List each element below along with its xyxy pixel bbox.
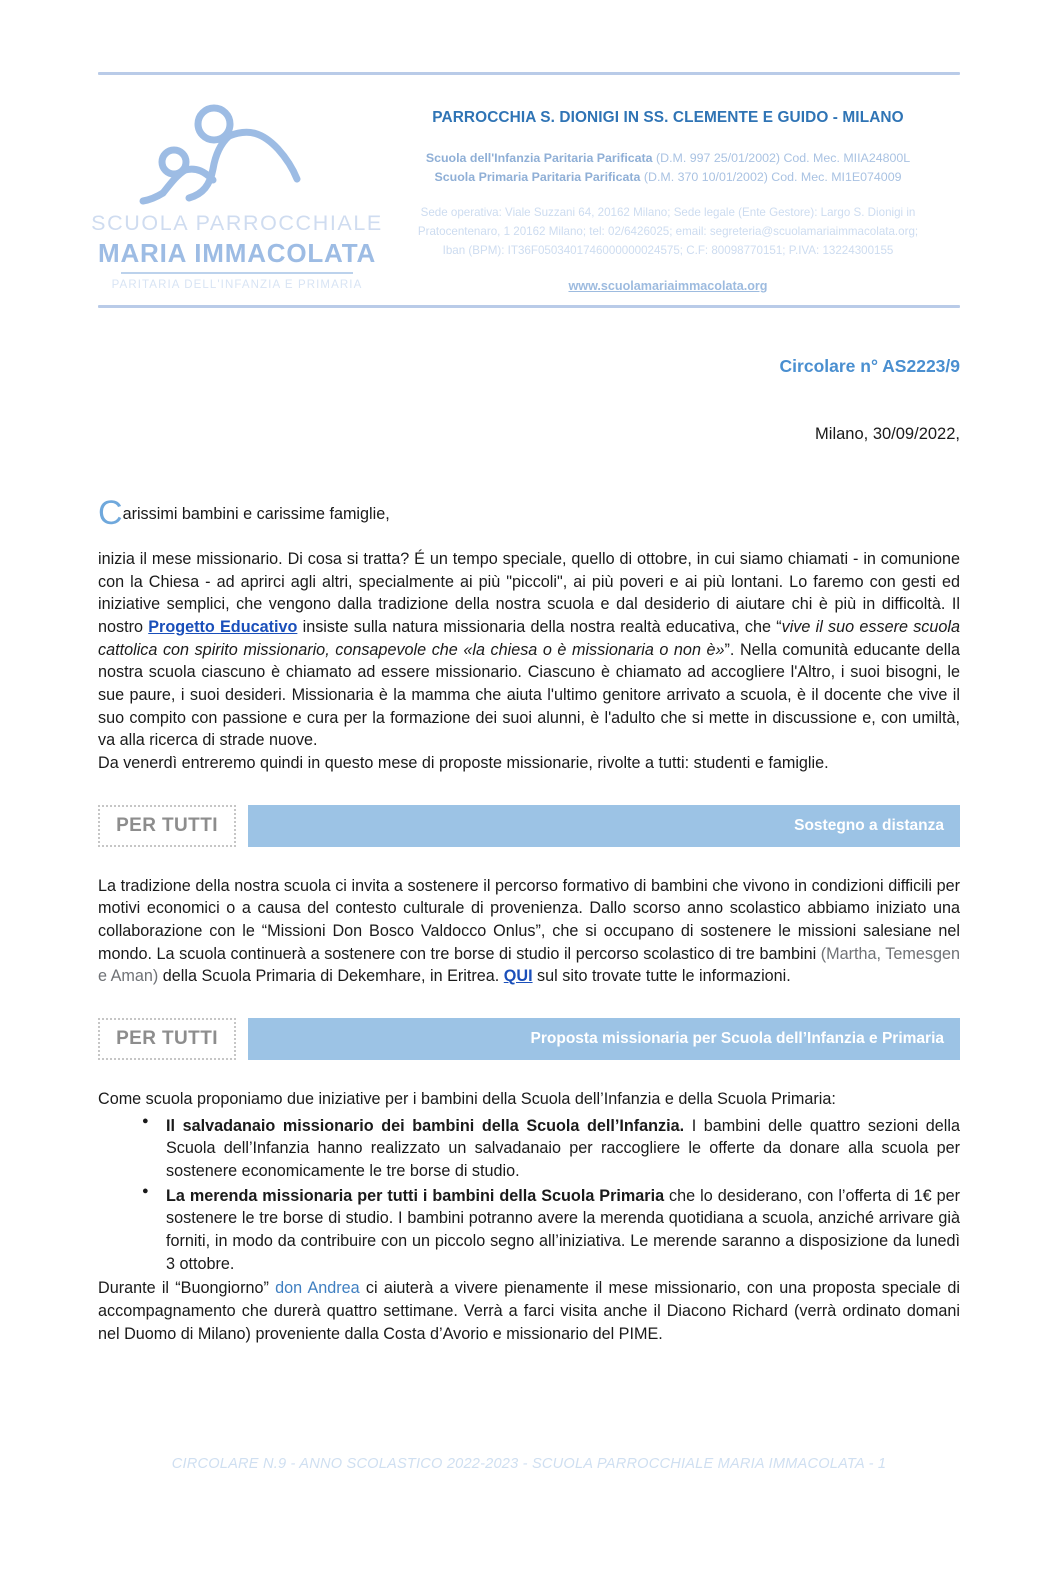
school-primaria-line xyxy=(376,168,960,187)
logo-line-3: PARITARIA DELL'INFANZIA E PRIMARIA xyxy=(111,278,363,291)
closing-part-a: Durante il “Buongiorno” xyxy=(98,1279,276,1298)
section1-paragraph xyxy=(98,875,960,988)
intro-part-b: insiste sulla natura missionaria della nostra realtà educativa, che “ xyxy=(297,617,782,636)
section1-part-a: La tradizione della nostra scuola ci invita a sostenere il percorso formativo di bambini che vivono in condizioni difficili per motivi economici o a causa del contesto culturale di provenienza. Dallo scorso anno scolastico abbiamo iniziato una collaborazione con le “Missioni Don Bosco Valdocco Onlus”, che si occupano di sostenere le missioni salesiane nel mondo. La scuola continuerà a sostenere con tre borse di studio il percorso scolastico di tre bambini xyxy=(98,876,960,963)
logo-divider xyxy=(121,272,353,274)
organization-title: PARROCCHIA S. DIONIGI IN SS. CLEMENTE E GUIDO - MILANO xyxy=(432,109,904,126)
banner-bar-1 xyxy=(248,805,960,847)
list-item xyxy=(166,1115,960,1183)
banner-title-2: Proposta missionaria per Scuola dell’Infanzia e Primaria xyxy=(530,1029,944,1047)
banner-title-1: Sostegno a distanza xyxy=(794,816,944,834)
section2-intro: Come scuola proponiamo due iniziative per i bambini della Scuola dell’Infanzia e della Scuola Primaria: xyxy=(98,1089,836,1108)
letter-body xyxy=(98,494,961,1345)
running-figures-icon xyxy=(137,97,337,215)
tag-label-2: PER TUTTI xyxy=(116,1027,218,1049)
qui-link[interactable]: QUI xyxy=(503,967,533,986)
intro-part-c: ”. Nella comunità educante della nostra scuola ciascuno è chiamato ad essere missionario. Ciascuno è chiamato ad accogliere l'Altro, i suoi bisogni, le sue paure, i suoi desideri. Missionaria è la mamma che aiuta l'ultimo genitore arrivato a scuola, è il docente che vive il suo compito con passione e cura per la formazione dei suoi alunni, è l'adulto che si mette in discussione e, con umiltà, va alla ricerca di strade nuove. xyxy=(98,640,961,750)
intro-paragraph-2: Da venerdì entreremo quindi in questo mese di proposte missionarie, rivolte a tutti: studenti e famiglie. xyxy=(98,753,829,772)
intro-part-a: inizia il mese missionario. Di cosa si tratta? É un tempo speciale, quello di ottobre, in cui siamo chiamati - in comunione con la Chiesa - ad aprirci agli altri, specialmente ai più "piccoli", ai più poveri e ai più lontani. Lo faremo con gesti ed iniziative semplici, che vengono dalla tradizione della nostra scuola e dal desiderio di aiutare chi è più in difficoltà. Il nostro xyxy=(98,549,960,636)
website-link[interactable]: www.scuolamariaimmacolata.org xyxy=(568,278,768,293)
logo-line-1: SCUOLA PARROCCHIALE xyxy=(91,211,383,235)
school-infanzia-line xyxy=(376,149,960,168)
salutation-dropcap: C xyxy=(98,494,123,532)
letterhead xyxy=(91,75,960,303)
school-logo xyxy=(91,81,383,291)
bullet-2-title: La merenda missionaria per tutti i bambini della Scuola Primaria xyxy=(166,1186,665,1205)
section1-part-b: della Scuola Primaria di Dekemhare, in Eritrea. xyxy=(158,967,504,986)
school-infanzia-details: (D.M. 997 25/01/2002) Cod. Mec. MIIA24800L xyxy=(652,151,911,165)
don-andrea-name: don Andrea xyxy=(275,1279,360,1298)
section1-part-c: sul sito trovate tutte le informazioni. xyxy=(532,967,791,986)
document-page xyxy=(0,72,1058,1570)
school-primaria-name: Scuola Primaria Paritaria Parificata xyxy=(434,170,641,185)
tag-per-tutti-2 xyxy=(98,1018,236,1060)
tag-label-1: PER TUTTI xyxy=(116,814,218,836)
address-block xyxy=(376,204,960,260)
school-infanzia-name: Scuola dell'Infanzia Paritaria Parificata xyxy=(425,151,653,165)
bullet-2-text: che lo desiderano, con l’offerta di 1€ per sostenere le tre borse di studio. I bambini potranno avere la merenda quotidiana a scuola, anziché arrivare già forniti, in modo da contribuire con un piccolo segno all’iniziativa. Le merende saranno a disposizione da lunedì 3 ottobre. xyxy=(166,1186,961,1273)
address-line-3: Iban (BPM): IT36F0503401746000000024575; C.F: 80098770151; P.IVA: 13224300155 xyxy=(442,244,894,257)
circular-number: Circolare n° AS2223/9 xyxy=(779,356,960,376)
intro-quote: vive il suo essere scuola cattolica con spirito missionario, consapevole che «la chiesa o è missionaria o non è» xyxy=(98,617,960,659)
section2-closing xyxy=(98,1277,960,1345)
address-line-1: Sede operativa: Viale Suzzani 64, 20162 Milano; Sede legale (Ente Gestore): Largo S. Dionigi in xyxy=(420,206,916,220)
bullet-1-title: Il salvadanaio missionario dei bambini della Scuola dell’Infanzia. xyxy=(166,1116,685,1135)
bullet-1-text: I bambini delle quattro sezioni della Scuola dell’Infanzia hanno realizzato un salvadanaio per raccogliere le offerte da donare alla scuola per sostenere economicamente le tre borse di studio. xyxy=(166,1116,960,1180)
intro-paragraph xyxy=(98,548,960,752)
salutation xyxy=(98,494,960,532)
address-line-2: Pratocentenaro, 1 20162 Milano; tel: 02/6426025; email: segreteria@scuolamariaimmacolata.org; xyxy=(417,225,919,239)
list-item xyxy=(166,1185,960,1276)
progetto-educativo-link[interactable]: Progetto Educativo xyxy=(148,617,298,636)
tag-per-tutti-1 xyxy=(98,805,236,847)
date-line: Milano, 30/09/2022, xyxy=(815,425,960,443)
school-primaria-details: (D.M. 370 10/01/2002) Cod. Mec. MI1E074009 xyxy=(640,170,902,185)
section-banner-2 xyxy=(98,1018,960,1060)
closing-part-b: ci aiuterà a vivere pienamente il mese missionario, con una proposta speciale di accompagnamento che durerà quattro settimane. Verrà a farci visita anche il Diacono Richard (verrà ordinato domani nel Duomo di Milano) proveniente dalla Costa d’Avorio e missionario del PIME. xyxy=(98,1279,960,1343)
sponsored-children-names: (Martha, Temesgen e Aman) xyxy=(98,944,960,986)
logo-line-2: MARIA IMMACOLATA xyxy=(97,238,377,268)
section-banner-1 xyxy=(98,805,960,847)
banner-bar-2 xyxy=(248,1018,960,1060)
salutation-text: arissimi bambini e carissime famiglie, xyxy=(122,505,390,523)
header-bottom-rule xyxy=(98,305,960,308)
page-footer: CIRCOLARE N.9 - ANNO SCOLASTICO 2022-2023 - SCUOLA PARROCCHIALE MARIA IMMACOLATA - 1 xyxy=(171,1456,887,1472)
letterhead-text xyxy=(376,81,960,295)
initiatives-list xyxy=(98,1115,960,1276)
